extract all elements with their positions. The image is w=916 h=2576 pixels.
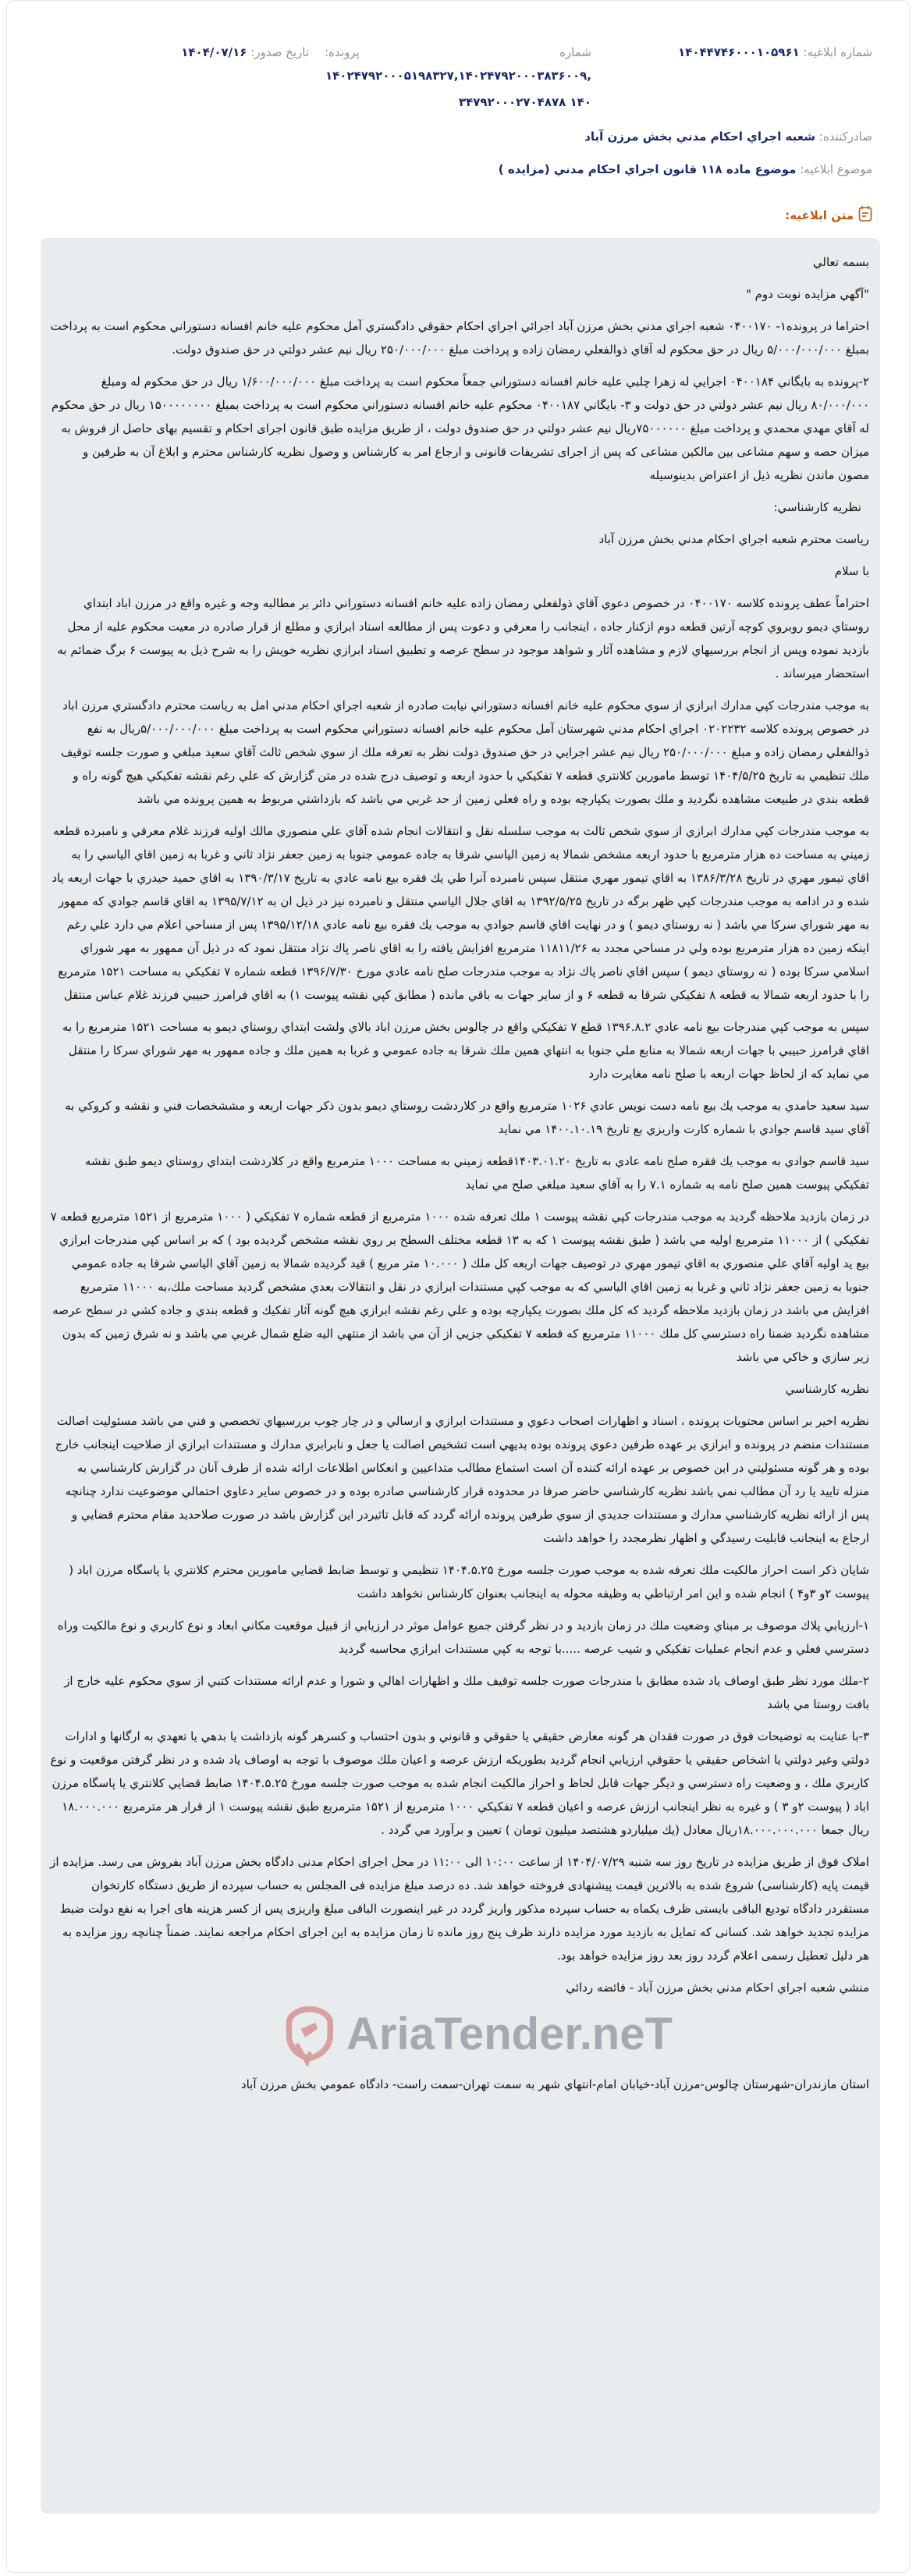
paragraph: با سلام <box>834 564 869 578</box>
paragraph: ۱-ارزيابي پلاك موصوف بر مبناي وضعيت ملك در زمان بازديد و در نظر گرفتن جميع عوامل موثر در ارزيابي از قبيل موقعيت مكاني ابعاد و نوع كاربري و نوع مالكيت وراه دسترسي فعلي و عدم انجام عمليات تفكيكي و شيب عرصه .....با توجه به كپي مستندات ابرازي محاسبه گرديد <box>57 1618 869 1656</box>
paragraph: به موجب مندرجات كپي مدارك ابرازي از سوي محكوم عليه خانم افسانه دستوراني نيابت صادره از شعبه اجراي احكام مدني امل به رياست محترم دادگستري مرزن اباد در خصوص پرونده كلاسه ۰۲۰۲۲۳۲ اجراي احكام مدني شهرستان آمل محكوم عليه خانم افسانه دستوراني محكوم است به پرداخت مبلغ ۵/۰۰۰/۰۰۰/۰۰۰ريال به نفع ذوالفعلي رمضان زاده و مبلغ ۲۵۰/۰۰۰/۰۰۰ ريال نيم عشر اجرايي در حق صندوق دولت نظر به تعرفه ملك از سوي شخص ثالث آقاي سعيد مبلغي و صورت جلسه توقيف ملك تنظيمي به تاريخ ۱۴۰۴/۵/۲۵ توسط مامورين كلانتري قطعه ۷ تفكيكي با حدود اربعه و توصيف درج شده در متن گزارش كه علي رغم نقشه تفكيكي هيچ گونه راه و قطعه بندي در طبيعت مشاهده نگرديد و ملك بصورت يكپارچه بوده و راه فعلي زمين از حد غربي مي باشد كه بازداشتي مربوط به همين پرونده مي باشد <box>60 698 869 806</box>
file-number-label-part2: پرونده: <box>325 45 360 59</box>
notice-number-value: ۱۴۰۴۴۷۴۶۰۰۰۱۰۵۹۶۱ <box>678 45 800 59</box>
notice-text-heading <box>785 205 872 226</box>
paragraph: به موجب مندرجات كپي مدارك ابرازي از سوي شخص ثالث به موجب سلسله نقل و انتقالات انجام شده آقاي علي منصوري مالك اوليه فرزند غلام معرفي و نامبرده قطعه زميني به مساحت ده هزار مترمربع با حدود اربعه مشخص شمالا به زمين الياسي شرقا به جاده عمومي جنوبا به زمين جعفر نژاد ثاني و غربا به زمين اقاي الياسي را به اقاي تيمور مهري در تاريخ ۱۳۸۶/۳/۲۸ به اقاي تيمور مهري منتقل سپس نامبرده آنرا طي يك فقره بيع نامه عادي به تاريخ ۱۳۹۰/۳/۱۷ به اقاي حميد حيدري با جهات اربعه ياد شده و در ادامه به موجب مندرجات كپي ظهر برگه در تاريخ ۱۳۹۲/۵/۲۵ به اقاي جلال الياسي منتقل و نامبرده نيز در ذيل ان به ۱۳۹۵/۷/۱۲ به اقاي قاسم جوادي كه ممهور به مهر شوراي سركا مي باشد ( نه روستاي ديمو ) و در نهايت اقاي قاسم جوادي به موجب يك فقره بيع نامه عادي ۱۳۹۵/۱۲/۱۸ پس از مساحي اعلام مي دارد علي رغم اينكه زمين ده هزار مترمربع بوده ولي در مساحي مجدد به ۱۱۸۱۱/۲۶ مترمربع افزايش يافته را به اقاي ناصر پاك نژاد منتقل نمود كه در ذيل آن ممهور به مهر شوراي اسلامي سركا بوده ( نه روستاي ديمو ) سپس اقاي ناصر پاك نژاد به موجب مندرجات صلح نامه عادي مورخ ۱۳۹۶/۷/۳۰ قطعه شماره ۷ تفكيكي به مساحت ۱۵۲۱ مترمربع را با حدود اربعه شمالا به قطعه ۸ تفكيكي شرقا به قطعه ۶ و از ساير جهات به باقي مانده ( مطابق كپي نقشه پيوست ۱) به اقاي فرامرز حبيبي فرزند غلام عباس منتقل <box>51 824 869 1002</box>
paragraph: در زمان بازديد ملاحظه گرديد به موجب مندرجات كپي نقشه پيوست ۱ ملك تعرفه شده ۱۰۰۰ مترمربع از قطعه شماره ۷ تفكيكي ( ۱۰۰۰ مترمربع از ۱۵۲۱ مترمربع قطعه ۷ تفكيكي ) از ۱۱۰۰۰ مترمربع اوليه مي باشد ( طبق نقشه پيوست ۱ كه به ۱۳ قطعه مختلف السطح بر روي نقشه مشخص گرديده بود ) كه بر اساس كپي مندرجات ابرازي بيع يد اوليه آقاي علي منصوري به اقاي تيمور مهري در توصيف جهات اربعه كل ملك ( ۱۰.۰۰۰ متر مربع ) قيد گرديده شمالا به زمين آقاي الياسي شرقا به جاده عمومي جنوبا به زمين جعفر نژاد ثاني و غربا به زمين اقاي الياسي كه به موجب كپي مستندات ابرازي در نقل و انتقالات بعدي مشخص گرديد مساحت ملك،به ۱۱۰۰۰ مترمربع افزايش مي باشد در زمان بازديد ملاحظه گرديد كه كل ملك بصورت يكپارچه بوده و علي رغم نقشه ابرازي هيچ گونه آثار تفكيك و قطعه بندي و جاده كشي در سطح عرصه مشاهده نگرديد ضمنا راه دسترسي كل ملك ۱۱۰۰۰ مترمربع كه قطعه ۷ تفكيكي جزيي از آن مي باشد از منتهي اليه ضلع شمال غربي مي باشد و نه شرق زمين كه بدون زير سازي و خاكي مي باشد <box>50 1210 869 1364</box>
paragraph-title: "آگهي مزايده نوبت دوم " <box>745 287 869 301</box>
signature: منشي شعبه اجراي احكام مدني بخش مرزن آباد - فائضه ردائي <box>566 1981 869 1995</box>
paragraph: احتراماً عطف پرونده كلاسه ۰۴۰۰۱۷۰ در خصوص دعوي آقاي ذولفعلي رمضان زاده عليه خانم افسانه دستوراني دائر بر مطالبه وجه و غيره واقع در مرزن اباد ابتداي روستاي ديمو روبروي كوچه آرتين قطعه دوم ازكنار جاده ، اينجانب را معرفي و دعوت پس از مطالعه اسناد ابرازي و مطلع از قرار صادره در معيت محكوم عليه از محل بازديد نموده وپس از انجام بررسيهاي لازم و مشاهده آثار و شواهد موجود در سطح عرصه و تطبيق اسناد ابرازي نظريه خويش را به شرح ذيل به پيوست ۶ برگ ضمائم به استحضار ميرساند . <box>57 596 869 680</box>
subject-value: موضوع ماده ۱۱۸ قانون اجراي احكام مدني (مزايده ) <box>498 162 797 176</box>
paragraph: ۲-پرونده به بايگاني ۰۴۰۰۱۸۴ اجرايي له زهرا چلبي عليه خانم افسانه دستوراني جمعاً محكوم است به پرداخت مبلغ ۱/۶۰۰/۰۰۰/۰۰۰ ريال در حق محكوم له ومبلغ ۸۰/۰۰۰/۰۰۰ ريال نيم عشر دولتي در حق دولت و ۳- بايگاني ۰۴۰۰۱۸۷ محكوم عليه خانم افسانه دستوراني محكوم است به پرداخت بمبلغ ۱۵۰۰۰۰۰۰۰۰ ريال در حق محكوم له آقاي مهدي محمدي و پرداخت مبلغ ۷۵۰۰۰۰۰۰ريال نيم عشر دولتي در حق صندوق دولت ، از طريق مزايده طبق قانون اجرای احكام و تقسيم بهای حاصل از فروش به ميزان حصه و سهم مشاعی بين مالكين مشاعی كه پس از اجرای تشريفات قانونی و ارجاع امر به كارشناس و وصول نظريه كارشناس محترم و ابلاغ آن به طرفين و مصون ماندن نظريه ذيل از اعتراض بدينوسيله <box>51 375 869 482</box>
paragraph-subheading: نظريه كارشناسي <box>785 1382 869 1396</box>
watermark-text: AriaTender.neT <box>346 2009 673 2059</box>
notice-body <box>41 238 880 2514</box>
paragraph-subheading: نظريه كارشناسي: <box>773 500 861 514</box>
auction-paragraph: املاک فوق از طريق مزايده در تاريخ روز سه شنبه ۱۴۰۴/۰۷/۲۹ از ساعت ۱۰:۰۰ الی ۱۱:۰۰ در محل اجرای احکام مدنی دادگاه بخش مرزن آباد بفروش می رسد. مزایده از قیمت پایه (کارشناسی) شروع شده به بالاترین قیمت پیشنهادی فروخته خواهد شد. ده درصد مبلغ مزایده فی المجلس به حساب سپرده از طریق دستگاه کارتخوان مستقردر دادگاه توديع الباقی بایستی ظرف یکماه به حساب سپرده مذکور واریز گردد در غیر اینصورت الباقی مبلغ واریزی پس از کسر هزینه های اجرا به نفع دولت ضبط مزایده تجدید خواهد شد. کسانی که تمایل به بازدید مورد مزایده دارند ظرف پنج روز مانده تا زمان مزایده به این اجرای احکام مراجعه نمایند. ضمناً چنانچه روز مزایده به هر دلیل تعطیل رسمی اعلام گردد روز بعد روز مزایده خواهد بود. <box>50 1855 869 1963</box>
notice-number-field <box>678 45 872 59</box>
subject-label: موضوع ابلاغيه: <box>800 162 872 176</box>
issue-date-value: ۱۴۰۴/۰۷/۱۶ <box>181 45 247 59</box>
paragraph-heading: بسمه تعالي <box>812 255 869 269</box>
issuer-value: شعبه اجراي احكام مدني بخش مرزن آباد <box>584 130 815 144</box>
paragraph: سپس به موجب كپي مندرجات بيع نامه عادي ۱۳۹۶.۸.۲ قطع ۷ تفكيكي واقع در چالوس بخش مرزن اباد بالاي ولشت ابتداي روستاي ديمو به مساحت ۱۵۲۱ مترمربع را به اقاي فرامرز حبيبي با جهات اربعه شمالا به منابع ملي جنوبا به انتهاي همين ملك شرقا به جاده عمومي و غربا به همين ملك و جاده ممهور به مهر شوراي سركا را منتقل مي نمايد كه از لحاظ جهات اربعه با صلح نامه مغايرت دارد <box>62 1020 869 1081</box>
paragraph: ۲-ملك مورد نظر طبق اوصاف ياد شده مطابق با مندرجات صورت جلسه توقيف ملك و اظهارات اهالي و شورا و عدم ارائه مستندات كتبي از سوي محكوم عليه خارج از بافت روستا مي باشد <box>64 1674 869 1711</box>
issuer-field <box>584 130 872 144</box>
issuer-label: صادركننده: <box>818 130 872 144</box>
issue-date-field <box>181 45 309 59</box>
address: استان مازندران-شهرستان چالوس-مرزن آباد-خيابان امام-انتهاي شهر به سمت تهران-سمت راست- دادگاه عمومي بخش مرزن آباد <box>240 2077 869 2091</box>
file-number-field <box>325 45 591 115</box>
paragraph: ۳-با عنايت به توضيحات فوق در صورت فقدان هر گونه معارض حقيقي يا حقوقي و قانوني و بدون احتساب و كسرهر گونه بازداشت يا بدهي يا تعهدي به ارگانها و ادارات دولتي وغير دولتي يا اشخاص حقيقي يا حقوقي ارزيابي انجام گرديد بطوريكه ارزش عرصه و اعيان ملك موصوف با توجه به اوصاف ياد شده و در نظر گرفتن موقعيت و نوع كاربري ملك ، و وضعيت راه دسترسي و ديگر جهات قابل لحاظ و احراز مالكيت انجام شده به موجب صورت جلسه مورخ ۱۴۰۴.۵.۲۵ ضابط قضايي كلانتري يا پاسگاه مرزن اباد ( پيوست ۲و ۳ ) و غيره به نظر اينجانب ارزش عرصه و اعيان قطعه ۷ تفكيكي ۱۰۰۰ مترمربع از ۱۵۲۱ مترمربع طبق نقشه پيوست ۱ از قرار هر مترمربع ۱۸.۰۰۰.۰۰۰ ريال جمعا ۱۸.۰۰۰.۰۰۰.۰۰۰ريال معادل (يك ميلياردو هشتصد ميليون تومان ) تعيين و برآورد مي گردد . <box>50 1729 869 1837</box>
paragraph: سيد سعيد حامدي به موجب يك بيع نامه دست نويس عادي ۱۰۲۶ مترمربع واقع در كلاردشت روستاي ديمو بدون ذكر جهات اربعه و مششخصات فني و نقشه و كروكي به آقاي سيد قاسم جوادي با شماره كارت واريزي بع تاريخ ۱۴۰۰.۱۰.۱۹ مي نمايد <box>65 1099 869 1136</box>
watermark-logo <box>50 2002 869 2068</box>
paragraph: رياست محترم شعبه اجراي احكام مدني بخش مرزن آباد <box>598 532 869 546</box>
file-number-value: ۱۴۰۲۴۷۹۲۰۰۰۵۱۹۸۳۲۷,۱۴۰۲۴۷۹۲۰۰۰۳۸۳۶۰۰۹,۱۴۰ ۳۴۷۹۲۰۰۰۲۷۰۴۸۷۸ <box>325 69 591 109</box>
notice-text <box>50 250 869 2096</box>
issue-date-label: تاريخ صدور: <box>250 45 309 59</box>
notice-number-label: شماره ابلاغيه: <box>803 45 872 59</box>
file-number-label-part1: شماره <box>559 45 591 59</box>
paragraph: نظريه اخير بر اساس محتويات پرونده ، اسناد و اظهارات اصحاب دعوي و مستندات ابرازي و ارسالي و در چار چوب بررسيهاي تخصصي و فني مي باشد مسئوليت اصالت مستندات منضم در پرونده و ابرازي بر عهده طرفين دعوي پرونده بوده بديهي است تشخيص اصالت يا جعل و نابرابري مدارك و مستندات ابرازي از صلاحيت اينجانب خارج بوده و هر گونه مسئوليتي در اين خصوص بر عهده ارائه كننده آن است استماع مطالب متداعيين و انعكاس اطلاعات ارائه شده از طرف آنان در گزارش كارشناسي به منزله تاييد يا رد آن مطالب نمي باشد نظريه كارشناسي حاضر صرفا در محدوده قرار كارشناسي صادره بوده و در خصوص ساير دعاوي احتمالي موضوعيت ندارد چنانچه پس از ارائه نظريه كارشناسي مدارك و مستندات جديدي از سوي طرفين پرونده ارائه گردد كه قابل تاثيردر اين گزارش باشد در صورت صلاحديد مقام محترم قضايي و ارجاع به اينجانب قابليت رسيدگي و اظهار نظرمجدد را خواهد داشت <box>55 1414 869 1545</box>
notice-text-label: متن ابلاغيه: <box>785 208 854 222</box>
subject-field <box>499 162 872 176</box>
paragraph: احتراما در پرونده۱- ۰۴۰۰۱۷۰ شعبه اجراي مدني بخش مرزن آباد اجرائي اجراي احكام حقوقي دادگستري آمل محكوم عليه خانم افسانه دستوراني محكوم است به پرداخت بمبلغ ۵/۰۰۰/۰۰۰/۰۰۰ ريال در حق محكوم له آقاي ذوالفعلي رمضان زاده و پرداخت مبلغ ۲۵۰/۰۰۰/۰۰۰ ريال نيم عشر دولتي در حق صندوق دولت. <box>50 319 869 357</box>
note-icon <box>858 205 872 226</box>
paragraph: شايان ذكر است احراز مالكيت ملك تعرفه شده به موجب صورت جلسه مورخ ۱۴۰۴.۵.۲۵ تنظيمي و توسط ضابط قضايي مامورين محترم كلانتري يا پاسگاه مرزن اباد ( پيوست ۲و ۳و۴ ) انجام شده و اين امر ارتباطي به وظيفه محوله به اينجانب بعنوان كارشناس نخواهد داشت <box>69 1563 869 1601</box>
paragraph: سيد قاسم جوادي به موجب يك فقره صلح نامه عادي به تاريخ ۱۴۰۳.۰۱.۲۰قطعه زميني به مساحت ۱۰۰۰ مترمربع واقع در كلاردشت ابتداي روستاي ديمو طبق نقشه تفكيكي پيوست همين صلح نامه به شماره ۷.۱ را به آقاي سعيد مبلغي صلح مي نمايد <box>84 1154 869 1192</box>
